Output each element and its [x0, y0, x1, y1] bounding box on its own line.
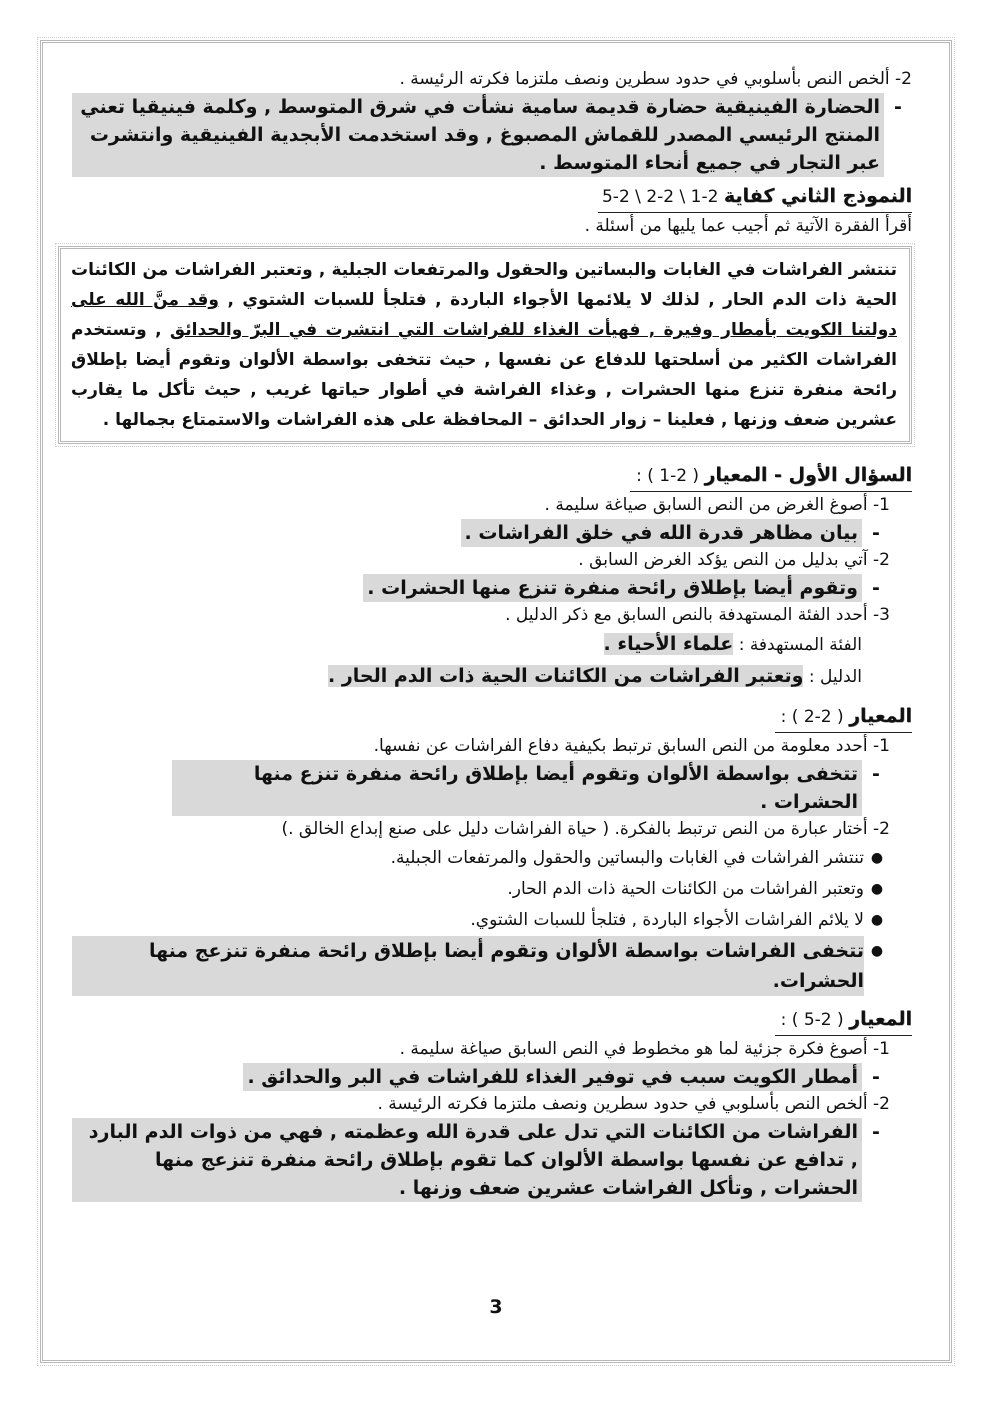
model-title: النموذج الثاني كفاية 2-1 \ 2-2 \ 2-5 — [598, 181, 912, 213]
document-content — [72, 66, 912, 1202]
instruction: أقرأ الفقرة الآتية ثم أجيب عما يليها من أسئلة . — [584, 216, 912, 236]
underlined-sentence: وقد منَّ الله على دولتنا الكويت بأمطار وفيرة , فهيأت الغذاء للفراشات التي انتشرت في البرّ والحدائق — [71, 290, 898, 340]
section3-a1: - أمطار الكويت سبب في توفير الغذاء للفراشات في البر والحدائق . — [72, 1063, 912, 1091]
summary-answer: - الحضارة الفينيقية حضارة قديمة سامية نشأت في شرق المتوسط , وكلمة فينيقيا تعني المنتج الرئيسي المصدر للقماش المصبوغ , وقد استخدمت الأبجدية الفينيقية وانتشرت عبر التجار في جميع أنحاء المتوسط . — [72, 93, 912, 177]
section3-q2: 2- ألخص النص بأسلوبي في حدود سطرين ونصف ملتزما فكرته الرئيسة . — [377, 1094, 890, 1114]
section1-header: السؤال الأول - المعيار ( 2-1 ) : — [630, 460, 912, 492]
target-audience: الفئة المستهدفة : علماء الأحياء . — [603, 633, 862, 655]
section2-q1: 1- أحدد معلومة من النص السابق ترتبط بكيفية دفاع الفراشات عن نفسها. — [373, 736, 890, 756]
option-item: ● وتعتبر الفراشات من الكائنات الحية ذات الدم الحار. — [507, 879, 884, 899]
options-list — [72, 843, 912, 996]
section1-q2: 2- آتي بدليل من النص يؤكد الغرض السابق . — [578, 550, 890, 570]
option-item: ● تنتشر الفراشات في الغابات والبساتين والحقول والمرتفعات الجبلية. — [390, 848, 884, 868]
section3-q1: 1- أصوغ فكرة جزئية لما هو مخطوط في النص السابق صياغة سليمة . — [399, 1039, 890, 1059]
evidence: الدليل : وتعتبر الفراشات من الكائنات الحية ذات الدم الحار . — [327, 665, 862, 687]
section3-a2: - الفراشات من الكائنات التي تدل على قدرة الله وعظمته , فهي من ذوات الدم البارد , تدافع عن نفسها بواسطة الألوان كما تقوم بإطلاق رائحة منفرة تنزعج منها الحشرات , وتأكل الفراشات عشرين ضعف وزنها . — [72, 1118, 912, 1202]
section2-header: المعيار ( 2-2 ) : — [775, 701, 912, 733]
summary-question: 2- ألخص النص بأسلوبي في حدود سطرين ونصف ملتزما فكرته الرئيسة . — [399, 69, 912, 89]
option-item-correct: ● تتخفى الفراشات بواسطة الألوان وتقوم أيضا بإطلاق رائحة منفرة تنزعج منها الحشرات. — [72, 936, 890, 996]
section2-q2: 2- أختار عبارة من النص ترتبط بالفكرة. ( حياة الفراشات دليل على صنع إبداع الخالق .) — [281, 819, 890, 839]
section1-a2: - وتقوم أيضا بإطلاق رائحة منفرة تنزع منها الحشرات . — [72, 574, 912, 602]
section2-a1: - تتخفى بواسطة الألوان وتقوم أيضا بإطلاق رائحة منفرة تنزع منها الحشرات . — [72, 760, 912, 816]
section1-q3: 3- أحدد الفئة المستهدفة بالنص السابق مع ذكر الدليل . — [505, 605, 890, 625]
section1-q1: 1- أصوغ الغرض من النص السابق صياغة سليمة . — [544, 495, 890, 515]
option-item: ● لا يلائم الفراشات الأجواء الباردة , فتلجأ للسبات الشتوي. — [470, 910, 884, 930]
model-codes: 2-1 \ 2-2 \ 2-5 — [601, 187, 719, 207]
section3-header: المعيار ( 2-5 ) : — [775, 1004, 912, 1036]
page-number: 3 — [489, 1296, 503, 1318]
section1-a1: - بيان مظاهر قدرة الله في خلق الفراشات . — [72, 519, 912, 547]
reading-passage: تنتشر الفراشات في الغابات والبساتين والحقول والمرتفعات الجبلية , وتعتبر الفراشات من الكائنات الحية ذات الدم الحار , لذلك لا يلائمها الأجواء الباردة , فتلجأ للسبات الشتوي , وقد منَّ الله على دولتنا الكويت بأمطار وفيرة , فهيأت الغذاء للفراشات التي انتشرت في البرّ والحدائق , وتستخدم الفراشات الكثير من أسلحتها للدفاع عن نفسها , حيث تتخفى بواسطة الألوان وتقوم أيضا بإطلاق رائحة منفرة تنزع منها الحشرات , وغذاء الفراشة في أطوار حياتها غريب , حيث تأكل ما يقارب عشرين ضعف وزنها , فعلينا – زوار الحدائق – المحافظة على هذه الفراشات والاستمتاع بجمالها . — [58, 246, 912, 444]
